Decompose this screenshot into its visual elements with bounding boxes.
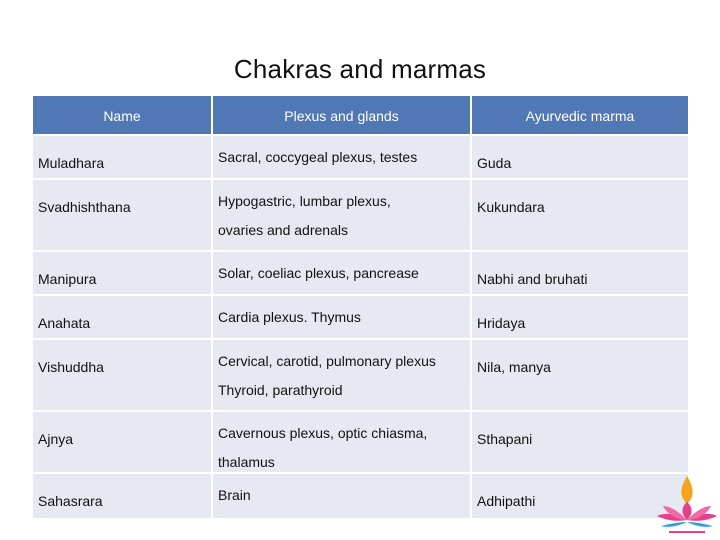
cell-plexus [213,252,470,294]
plexus-line: Cavernous plexus, optic chiasma, [218,425,428,441]
cell-name: Ajnya [33,412,211,472]
lotus-lamp-icon [655,474,719,540]
cell-plexus [213,136,470,178]
table-row [33,252,688,294]
table-row [33,474,688,518]
table-row [33,180,688,250]
cell-name: Muladhara [33,136,211,178]
cell-name: Anahata [33,296,211,338]
logo-caption-mark [669,531,705,533]
header-plexus-glands: Plexus and glands [213,96,470,134]
cell-name: Svadhishthana [33,180,211,250]
cell-plexus [213,412,470,472]
table-row [33,136,688,178]
cell-marma: Nila, manya [472,340,688,410]
cell-plexus [213,296,470,338]
header-name: Name [33,96,211,134]
plexus-line: Sacral, coccygeal plexus, testes [218,149,418,165]
cell-name: Vishuddha [33,340,211,410]
lotus-leaf-left [661,522,687,527]
table-row [33,340,688,410]
lotus-leaf-right [687,522,713,527]
plexus-line: Brain [218,487,251,503]
plexus-line: Solar, coeliac plexus, pancrease [218,265,419,281]
table-header-row [33,96,688,134]
plexus-line: thalamus [218,454,275,470]
cell-name: Manipura [33,252,211,294]
plexus-line: Cardia plexus. Thymus [218,309,361,325]
table-row [33,412,688,472]
plexus-line: Cervical, carotid, pulmonary plexus [218,353,436,369]
plexus-line: ovaries and adrenals [218,222,348,238]
cell-plexus [213,340,470,410]
cell-marma: Guda [472,136,688,178]
header-ayurvedic-marma: Ayurvedic marma [472,96,688,134]
table-row [33,296,688,338]
plexus-line: Thyroid, parathyroid [218,382,343,398]
cell-marma: Adhipathi [472,474,688,518]
cell-marma: Kukundara [472,180,688,250]
cell-marma: Hridaya [472,296,688,338]
cell-marma: Nabhi and bruhati [472,252,688,294]
plexus-line: Hypogastric, lumbar plexus, [218,193,391,209]
chakra-table [31,94,690,520]
page-title: Chakras and marmas [233,54,487,84]
flame-shape [681,476,692,504]
cell-plexus [213,180,470,250]
cell-marma: Sthapani [472,412,688,472]
cell-name: Sahasrara [33,474,211,518]
cell-plexus [213,474,470,518]
